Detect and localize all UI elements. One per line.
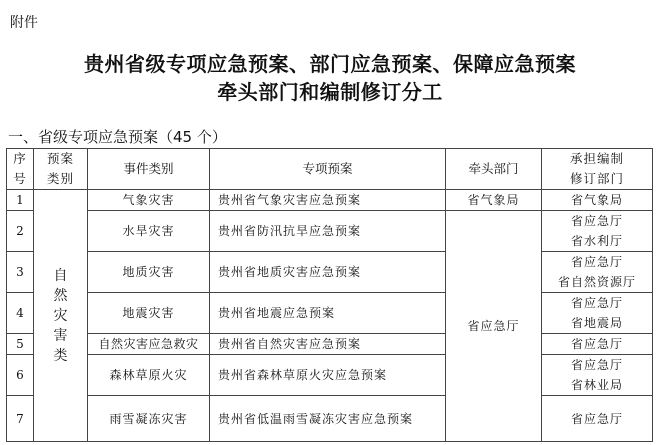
column-header-responsible <box>542 149 653 190</box>
row-number: 4 <box>7 293 34 334</box>
responsible-unit: 省应急厅 <box>570 411 623 426</box>
responsible-unit: 省地震局 <box>570 316 623 330</box>
row-number: 1 <box>7 190 34 211</box>
responsible-units <box>542 396 653 442</box>
row-number: 3 <box>7 252 34 293</box>
section-heading: 一、省级专项应急预案（45 个） <box>8 128 227 146</box>
event-category: 地质灾害 <box>88 252 210 293</box>
responsible-unit: 省应急厅 <box>570 214 623 228</box>
table-row <box>7 334 653 355</box>
plan-name: 贵州省森林草原火灾应急预案 <box>210 355 446 396</box>
responsible-unit: 省应急厅 <box>570 255 623 269</box>
column-header-event: 事件类别 <box>88 149 210 190</box>
event-category: 气象灾害 <box>88 190 210 211</box>
table-row <box>7 355 653 396</box>
responsible-unit: 省气象局 <box>570 193 623 207</box>
responsible-unit: 省应急厅 <box>570 337 623 351</box>
responsible-units <box>542 190 653 211</box>
plan-name: 贵州省低温雨雪凝冻灾害应急预案 <box>210 396 446 442</box>
table-row <box>7 396 653 442</box>
column-header-seq-bottom: 号 <box>13 171 27 186</box>
column-header-responsible-top: 承担编制 <box>569 151 624 166</box>
responsible-unit: 省水利厅 <box>570 234 623 248</box>
responsible-units <box>542 334 653 355</box>
column-header-type-top: 预案 <box>46 151 74 166</box>
plan-name: 贵州省防汛抗旱应急预案 <box>210 211 446 252</box>
event-category: 地震灾害 <box>88 293 210 334</box>
column-header-seq-top: 序 <box>13 151 27 166</box>
column-header-responsible-bottom: 修订部门 <box>569 171 624 186</box>
plan-type-group <box>34 190 88 442</box>
row-number: 2 <box>7 211 34 252</box>
responsible-unit: 省应急厅 <box>570 358 623 372</box>
column-header-type-bottom: 类别 <box>46 171 74 186</box>
column-header-type <box>34 149 88 190</box>
document-title-line-2: 牵头部门和编制修订分工 <box>217 80 443 104</box>
table-row <box>7 252 653 293</box>
table-header-row <box>7 149 653 190</box>
plan-name: 贵州省地质灾害应急预案 <box>210 252 446 293</box>
table-row <box>7 190 653 211</box>
responsible-unit: 省林业局 <box>570 378 623 392</box>
column-header-seq <box>7 149 34 190</box>
document-title-line-1: 贵州省级专项应急预案、部门应急预案、保障应急预案 <box>84 52 576 76</box>
lead-department: 省气象局 <box>446 190 542 211</box>
row-number: 7 <box>7 396 34 442</box>
column-header-lead: 牵头部门 <box>446 149 542 190</box>
event-category: 森林草原火灾 <box>88 355 210 396</box>
plan-name: 贵州省气象灾害应急预案 <box>210 190 446 211</box>
row-number: 5 <box>7 334 34 355</box>
column-header-plan: 专项预案 <box>210 149 446 190</box>
plan-name: 贵州省地震应急预案 <box>210 293 446 334</box>
responsible-unit: 省自然资源厅 <box>557 275 636 289</box>
row-number: 6 <box>7 355 34 396</box>
plan-name: 贵州省自然灾害应急预案 <box>210 334 446 355</box>
responsible-units <box>542 355 653 396</box>
event-category: 水旱灾害 <box>88 211 210 252</box>
plan-table <box>6 148 653 442</box>
table-row <box>7 293 653 334</box>
event-category: 雨雪凝冻灾害 <box>88 396 210 442</box>
table-row <box>7 211 653 252</box>
event-category: 自然灾害应急救灾 <box>88 334 210 355</box>
responsible-unit: 省应急厅 <box>570 296 623 310</box>
lead-department-shared: 省应急厅 <box>446 211 542 442</box>
responsible-units <box>542 252 653 293</box>
responsible-units <box>542 211 653 252</box>
plan-type-group-label: 自然灾害类 <box>53 267 68 364</box>
attachment-label: 附件 <box>10 15 38 31</box>
responsible-units <box>542 293 653 334</box>
